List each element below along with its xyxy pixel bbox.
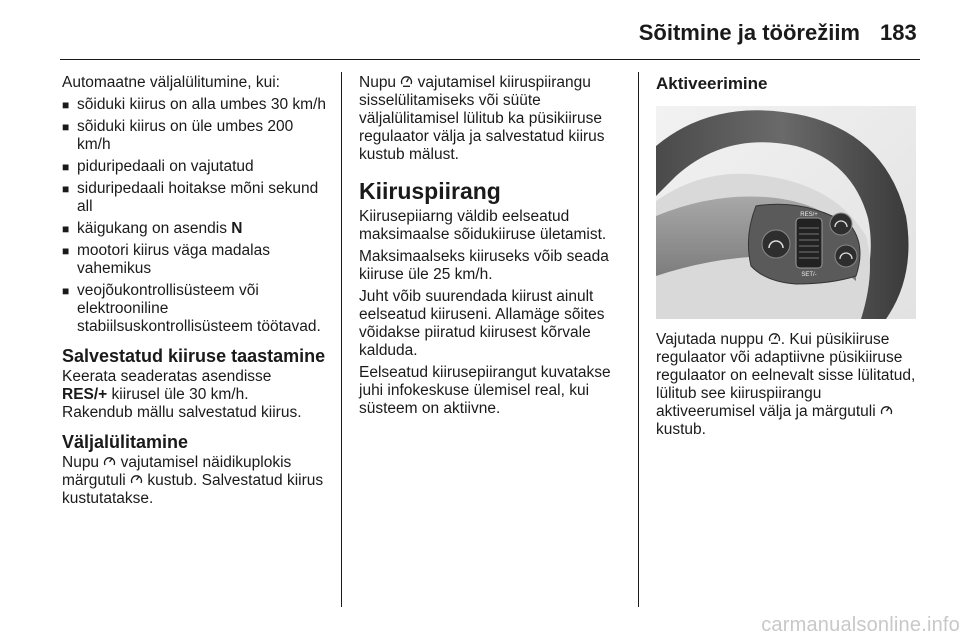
- limiter-p2: Maksimaalseks kiiruseks võib seada kiiruse üle 25 km/h.: [359, 248, 609, 283]
- header-rule: [60, 59, 920, 60]
- steering-wheel-photo: [656, 106, 916, 319]
- speed-limiter-heading: Kiiruspiirang: [359, 178, 501, 204]
- cruise-control-icon: [880, 404, 893, 418]
- cruise-control-icon: [103, 455, 116, 469]
- limiter-p4: Eelseatud kiirusepiirangut kuvatakse juhi infokeskuse ülemisel real, kui süsteem on aktiivne.: [359, 364, 611, 417]
- page-header-title: Sõitmine ja töörežiim: [638, 20, 860, 45]
- speed-limiter-icon: [768, 332, 781, 346]
- cruise-control-icon: [130, 473, 143, 487]
- column-divider-2: [638, 72, 639, 607]
- column-divider-1: [341, 72, 342, 607]
- set-label: SET/-: [801, 272, 817, 278]
- list-item: ■ sõiduki kiirus on üle umbes 200 km/h: [62, 118, 294, 153]
- list-item: ■ siduripedaali hoitakse mõni sekund all: [62, 180, 319, 215]
- column-1: [62, 74, 328, 512]
- auto-off-intro: Automaatne väljalülitumine, kui:: [62, 74, 280, 91]
- limiter-intro-text: Nupu vajutamisel kiiruspiirangu sisselülitamiseks või süüte väljalülitamisel lülitub ka püsikiiruse regulaator välja ja salvestatud kiirus kustub mälust.: [359, 74, 605, 163]
- speed-limiter-icon: [400, 75, 413, 89]
- column-2: [359, 74, 627, 422]
- auto-off-list: [62, 96, 328, 336]
- limiter-p1: Kiirusepiiarng väldib eelseatud maksimaalse sõidukiiruse ületamist.: [359, 208, 607, 243]
- list-item: ■ piduripedaali on vajutatud: [62, 158, 254, 175]
- list-item: ■ veojõukontrollisüsteem või elektrooniline stabiilsuskontrollisüsteem töötavad.: [62, 282, 321, 335]
- activation-text: Vajutada nuppu . Kui püsikiiruse regulaator või adaptiivne püsikiiruse regulaator on eelnevalt sisse lülitatud, lülitub see kiiruspiirangu aktiveerumisel välja ja märgutuli kustub.: [656, 331, 916, 438]
- res-key: RES/+: [62, 386, 108, 403]
- column-3: [656, 74, 922, 443]
- limiter-p3: Juht võib suurendada kiirust ainult eelseatud kiiruseni. Allamäge sõites võidakse piiratud kiirusest kõrvale kalduda.: [359, 288, 605, 359]
- page-number: 183: [880, 20, 917, 45]
- restore-text: Keerata seaderatas asendisse RES/+ kiirusel üle 30 km/h. Rakendub mällu salvestatud kiirus.: [62, 368, 302, 421]
- restore-heading: Salvestatud kiiruse taastamine: [62, 346, 326, 366]
- list-item: ■ mootori kiirus väga madalas vahemikus: [62, 242, 270, 277]
- list-item: ■ käigukang on asendis N: [62, 220, 243, 237]
- off-text: Nupu vajutamisel näidikuplokis märgutuli kustub. Salvestatud kiirus kustutatakse.: [62, 454, 324, 507]
- off-heading: Väljalülitamine: [62, 432, 189, 452]
- gear-n: N: [231, 220, 243, 237]
- res-label: RES/+: [800, 212, 818, 218]
- list-item: ■ sõiduki kiirus on alla umbes 30 km/h: [62, 96, 326, 113]
- watermark: carmanualsonline.info: [761, 614, 960, 636]
- activation-heading: Aktiveerimine: [656, 74, 768, 93]
